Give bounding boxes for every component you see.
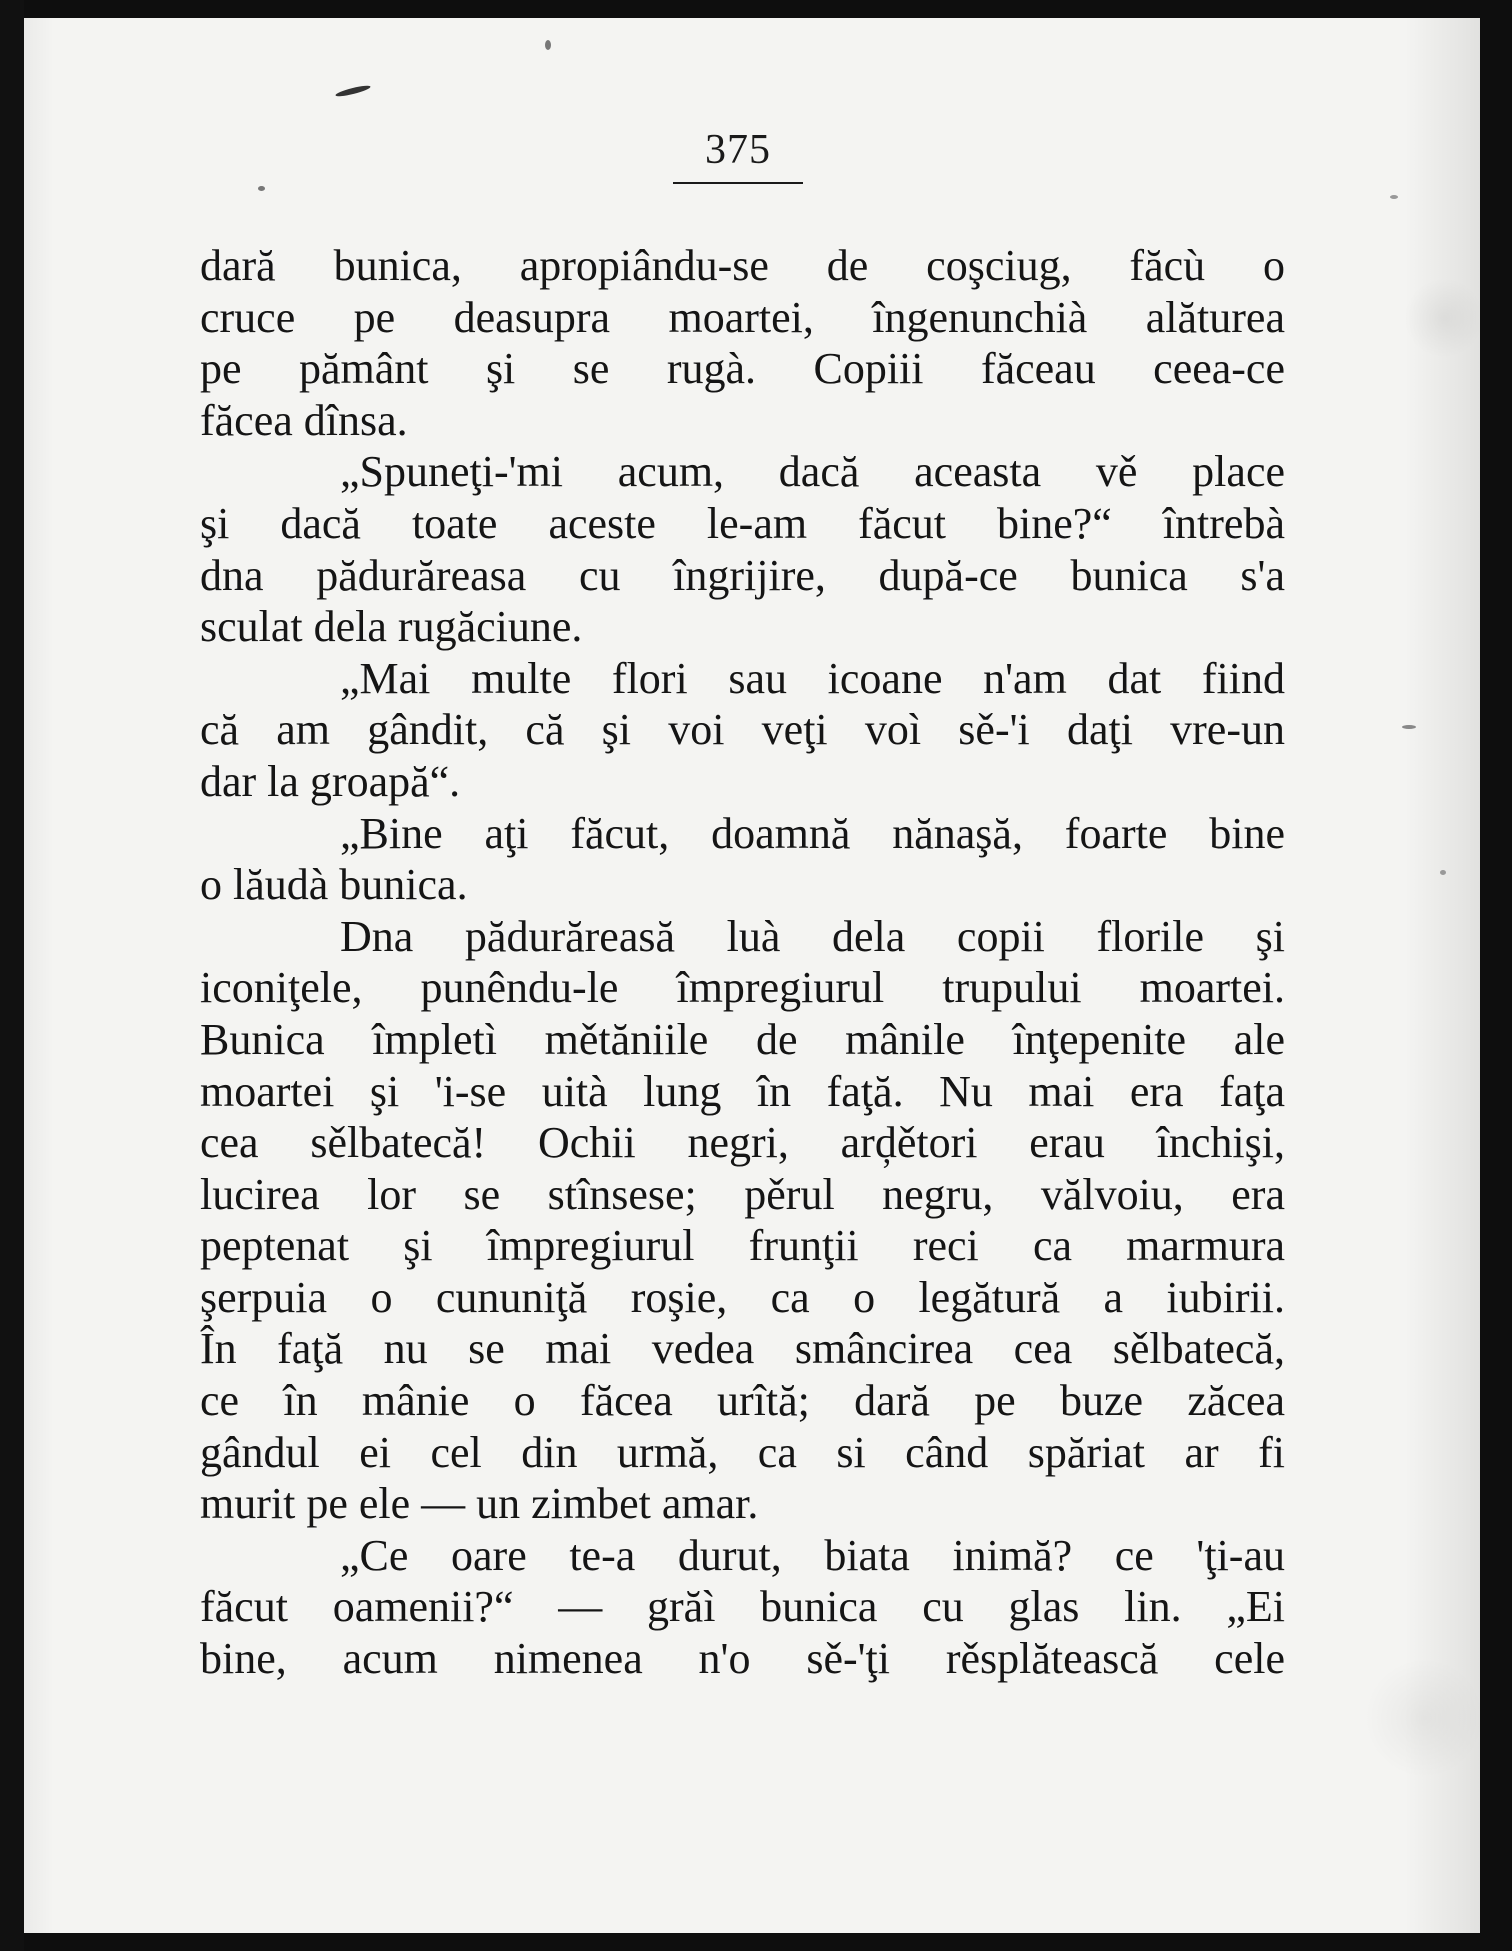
scan-speck (1390, 195, 1398, 199)
text-line: murit pe ele — un zimbet amar. (200, 1479, 759, 1529)
text-line: şerpuia o cununiţă roşie, ca o legătură a iubirii. (200, 1272, 1285, 1322)
text-line: „Mai multe flori sau icoane n'am dat fiind (340, 653, 1285, 703)
text-line: gândul ei cel din urmă, ca si când spăriat ar fi (200, 1427, 1285, 1477)
text-line: pe pământ şi se rugà. Copiii făceau ceea-ce (200, 344, 1285, 394)
text-line: dna pădurăreasa cu îngrijire, după-ce bunica s'a (200, 550, 1285, 600)
scan-speck (545, 40, 551, 50)
body-text (200, 240, 1285, 1685)
text-line: dar la groapă“. (200, 756, 461, 806)
text-line: sculat dela rugăciune. (200, 602, 583, 652)
scan-speck (258, 186, 265, 191)
text-line: o lăudà bunica. (200, 860, 468, 910)
text-line: iconiţele, punêndu-le împregiurul trupului moartei. (200, 963, 1285, 1013)
text-line: cruce pe deasupra moartei, îngenunchià alăturea (200, 292, 1285, 342)
text-line: În faţă nu se mai vedea smâncirea cea sělbatecă, (200, 1324, 1285, 1374)
page-number-underline (673, 182, 803, 184)
text-line: bine, acum nimenea n'o sě-'ţi rěsplătească cele (200, 1634, 1285, 1684)
scan-speck (1440, 870, 1446, 875)
text-line: „Bine aţi făcut, doamnă nănaşă, foarte bine (340, 808, 1285, 858)
scan-speck (1402, 725, 1416, 729)
text-line: făcea dînsa. (200, 395, 408, 445)
text-line: cea sělbatecă! Ochii negri, arḑětori erau închişi, (200, 1118, 1285, 1168)
scan-left-border (0, 0, 24, 1951)
text-line: Dna pădurăreasă luà dela copii florile şi (340, 911, 1285, 961)
text-line: şi dacă toate aceste le-am făcut bine?“ întrebà (200, 498, 1285, 548)
scan-right-border (1480, 0, 1512, 1951)
page-number: 375 (705, 127, 771, 173)
text-line: lucirea lor se stînsese; pěrul negru, vălvoiu, era (200, 1169, 1285, 1219)
text-line: „Spuneţi-'mi acum, dacă aceasta vě place (340, 447, 1285, 497)
text-line: peptenat şi împregiurul frunţii reci ca marmura (200, 1221, 1285, 1271)
text-line: „Ce oare te-a durut, biata inimă? ce 'ţi-au (340, 1530, 1285, 1580)
text-line: făcut oamenii?“ — grăì bunica cu glas lin. „Ei (200, 1582, 1285, 1632)
text-line: ce în mânie o făcea urîtă; dară pe buze zăcea (200, 1376, 1285, 1426)
text-line: că am gândit, că şi voi veţi voì sě-'i daţi vre-un (200, 705, 1285, 755)
text-line: moartei şi 'i-se uità lung în faţă. Nu mai era faţa (200, 1066, 1285, 1116)
text-line: Bunica împletì mětăniile de mânile înţepenite ale (200, 1014, 1285, 1064)
text-line: dară bunica, apropiându-se de coşciug, făcù o (200, 241, 1285, 290)
